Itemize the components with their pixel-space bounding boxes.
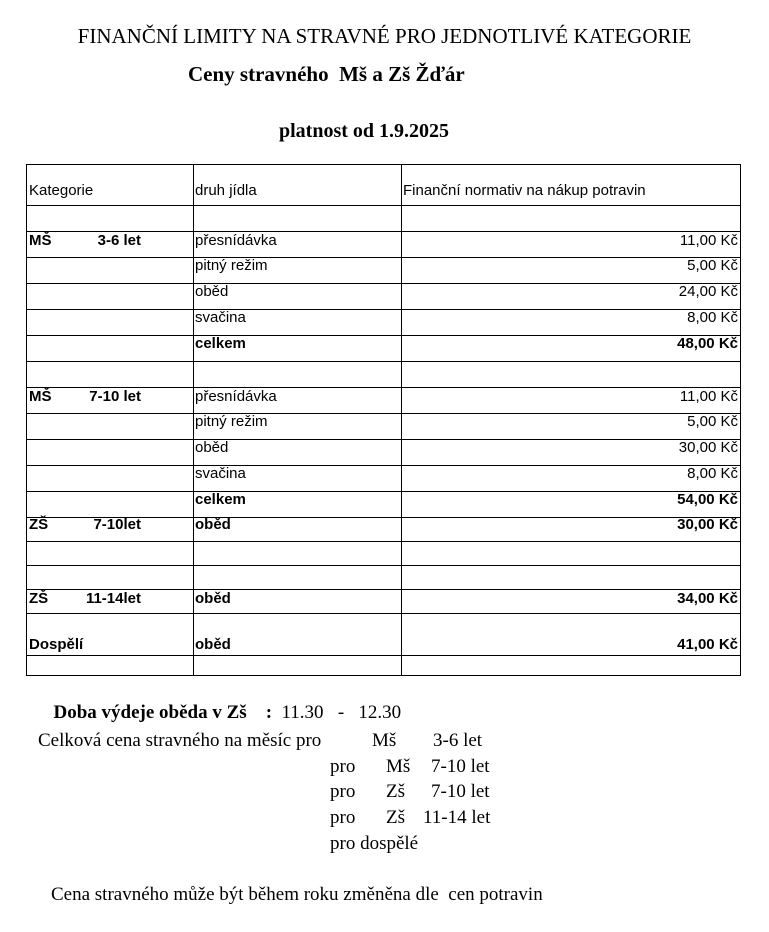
row-divider	[27, 655, 740, 656]
row-divider	[27, 309, 740, 310]
row-meal-type: přesnídávka	[195, 388, 277, 405]
row-meal-type: přesnídávka	[195, 232, 277, 249]
row-meal-type: pitný režim	[195, 413, 268, 430]
monthly-category: Mš	[386, 756, 411, 777]
serving-time-to: 12.30	[358, 702, 402, 723]
row-divider	[27, 465, 740, 466]
price-limits-table	[26, 164, 741, 676]
monthly-intro: Celková cena stravného na měsíc pro	[38, 730, 322, 751]
column-divider	[401, 165, 402, 675]
row-meal-type: celkem	[195, 335, 246, 352]
row-divider	[27, 205, 740, 206]
row-divider	[27, 335, 740, 336]
row-meal-type: svačina	[195, 465, 246, 482]
row-price: 8,00 Kč	[687, 309, 738, 326]
row-price: 34,00 Kč	[677, 590, 738, 607]
row-category: ZŠ	[29, 516, 49, 533]
row-divider	[27, 283, 740, 284]
serving-time	[44, 680, 401, 724]
serving-time-from: 11.30	[281, 702, 324, 723]
row-divider	[27, 565, 740, 566]
row-category: ZŠ	[29, 590, 49, 607]
row-category: MŠ	[29, 388, 52, 405]
serving-time-dash: -	[337, 702, 345, 723]
row-price: 54,00 Kč	[677, 491, 738, 508]
row-divider	[27, 361, 740, 362]
serving-time-separator: :	[265, 702, 273, 723]
row-meal-type: oběd	[195, 516, 231, 533]
row-price: 30,00 Kč	[677, 516, 738, 533]
table-column-header: Finanční normativ na nákup potravin	[403, 182, 646, 199]
monthly-pro-label: pro	[330, 807, 356, 828]
monthly-age-group: 7-10 let	[431, 756, 490, 777]
row-price: 5,00 Kč	[687, 257, 738, 274]
table-column-header: Kategorie	[29, 182, 94, 199]
page-subtitle: Ceny stravného Mš a Zš Žďár	[188, 62, 465, 86]
row-meal-type: oběd	[195, 283, 229, 300]
row-category: Dospělí	[29, 636, 84, 653]
row-divider	[27, 491, 740, 492]
monthly-age-group: 7-10 let	[431, 781, 490, 802]
page-title: FINANČNÍ LIMITY NA STRAVNÉ PRO JEDNOTLIVÉ KATEGORIE	[77, 24, 692, 48]
row-category: MŠ	[29, 232, 52, 249]
monthly-category: Zš	[386, 807, 405, 828]
row-meal-type: celkem	[195, 491, 246, 508]
row-price: 41,00 Kč	[677, 636, 738, 653]
row-meal-type: oběd	[195, 590, 231, 607]
footer-note: Cena stravného může být během roku změněna dle cen potravin	[51, 884, 543, 905]
row-divider	[27, 541, 740, 542]
monthly-age-group: 11-14 let	[423, 807, 491, 828]
row-meal-type: svačina	[195, 309, 246, 326]
monthly-category: Zš	[386, 781, 405, 802]
column-divider	[193, 165, 194, 675]
row-age-group: 7-10let	[93, 516, 141, 533]
table-column-header: druh jídla	[195, 182, 257, 199]
row-divider	[27, 613, 740, 614]
row-divider	[27, 257, 740, 258]
monthly-pro-label: pro	[330, 756, 356, 777]
monthly-age-group: 3-6 let	[433, 730, 483, 751]
row-price: 30,00 Kč	[678, 439, 738, 456]
row-divider	[27, 413, 740, 414]
row-age-group: 3-6 let	[97, 232, 141, 249]
row-meal-type: oběd	[195, 439, 229, 456]
monthly-category: Mš	[372, 730, 397, 751]
monthly-pro-label: pro dospělé	[330, 833, 419, 854]
row-age-group: 11-14let	[85, 590, 141, 607]
row-meal-type: oběd	[195, 636, 231, 653]
row-divider	[27, 439, 740, 440]
row-meal-type: pitný režim	[195, 257, 268, 274]
row-age-group: 7-10 let	[89, 388, 141, 405]
serving-time-label: Doba výdeje oběda v Zš	[53, 702, 247, 723]
row-price: 11,00 Kč	[679, 232, 738, 249]
row-price: 5,00 Kč	[687, 413, 738, 430]
monthly-pro-label: pro	[330, 781, 356, 802]
row-price: 8,00 Kč	[687, 465, 738, 482]
validity-date: platnost od 1.9.2025	[278, 120, 450, 142]
row-price: 48,00 Kč	[677, 335, 738, 352]
row-price: 24,00 Kč	[678, 283, 738, 300]
row-price: 11,00 Kč	[679, 388, 738, 405]
